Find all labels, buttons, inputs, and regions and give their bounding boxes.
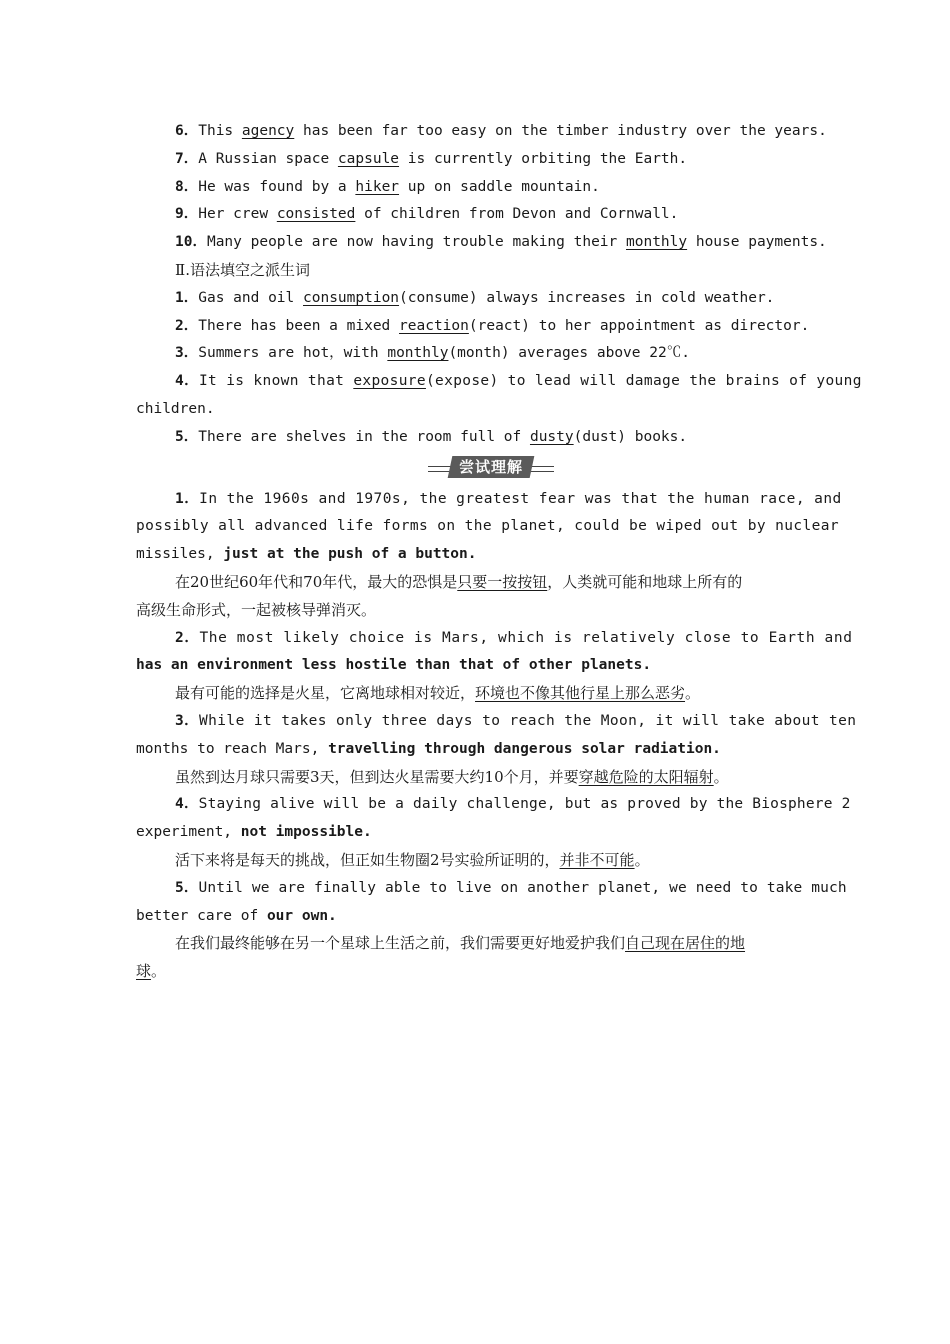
understanding-item-3: 3．While it takes only three days to reach the Moon, it will take about ten (175, 712, 857, 729)
key-phrase: travelling through dangerous solar radiation. (328, 740, 721, 757)
translation-1-line2: 高级生命形式，一起被核导弹消灭。 (136, 600, 377, 619)
understanding-item-1-line2: possibly all advanced life forms on the planet, could be wiped out by nuclear (136, 518, 839, 535)
answer-word: dusty (529, 428, 574, 445)
vocab-item-6: 6．This agency has been far too easy on the timber industry over the years. (175, 123, 827, 139)
answer-word: capsule (337, 150, 400, 167)
understanding-item-2-line2 (136, 652, 816, 680)
answer-word: consumption (303, 289, 400, 306)
key-phrase: has an environment less hostile than that of other planets. (136, 657, 652, 674)
key-translation: 环境也不像其他行星上那么恶劣 (475, 684, 686, 703)
key-phrase: just at the push of a button. (223, 546, 477, 563)
understanding-item-1-line3: missiles, just at the push of a button. (136, 546, 477, 563)
understanding-item-4-line2: experiment, not impossible. (136, 824, 372, 841)
understanding-section (136, 486, 857, 986)
key-translation: 并非不可能 (559, 850, 635, 869)
answer-word: consisted (276, 206, 356, 223)
section-title: 尝试理解 (458, 457, 523, 476)
understanding-item-1: 1．In the 1960s and 1970s, the greatest fear was that the human race, and (175, 490, 842, 507)
vocab-section (136, 118, 827, 257)
understanding-item-2: 2．The most likely choice is Mars, which is relatively close to Earth and (175, 629, 853, 646)
grammar-item-4: 4．It is known that exposure(expose) to lead will damage the brains of young (175, 373, 862, 390)
translation-1: 在20世纪60年代和70年代，最大的恐惧是只要一按按钮，人类就可能和地球上所有的 (175, 572, 743, 591)
grammar-item-5: 5．There are shelves in the room full of dusty(dust) books. (175, 428, 688, 445)
document-page (136, 118, 862, 986)
answer-word: reaction (399, 317, 469, 334)
translation-2: 最有可能的选择是火星，它离地球相对较近，环境也不像其他行星上那么恶劣。 (175, 684, 701, 703)
key-translation: 自己现在居住的地 (625, 934, 746, 953)
section-banner (136, 454, 816, 484)
answer-word: monthly (387, 345, 449, 362)
vocab-item-8: 8．He was found by a hiker up on saddle mountain. (175, 178, 600, 195)
grammar-item-1: 1．Gas and oil consumption(consume) always increases in cold weather. (175, 289, 775, 306)
translation-5: 在我们最终能够在另一个星球上生活之前，我们需要更好地爱护我们自己现在居住的地 (175, 934, 746, 953)
answer-word: monthly (626, 234, 688, 251)
key-phrase: our own. (266, 907, 337, 924)
vocab-item-9: 9．Her crew consisted of children from Devon and Cornwall. (175, 206, 679, 223)
understanding-item-5-line2: better care of our own. (136, 907, 337, 924)
grammar-section (136, 257, 862, 452)
vocab-item-7: 7．A Russian space capsule is currently orbiting the Earth. (175, 150, 688, 167)
grammar-item-2: 2．There has been a mixed reaction(react) to her appointment as director. (175, 317, 810, 334)
understanding-item-3-line2: months to reach Mars, travelling through dangerous solar radiation. (136, 740, 721, 757)
grammar-item-3: 3．Summers are hot，with monthly(month) averages above 22℃. (175, 345, 690, 362)
grammar-item-4-cont: children. (136, 400, 215, 417)
key-translation: 只要一按按钮 (457, 572, 548, 591)
key-translation: 穿越危险的太阳辐射 (578, 767, 714, 786)
vocab-item-10: 10．Many people are now having trouble making their monthly house payments. (175, 234, 827, 251)
answer-word: agency (241, 123, 295, 139)
understanding-item-5: 5．Until we are finally able to live on another planet, we need to take much (175, 879, 847, 896)
key-phrase: not impossible. (240, 824, 372, 841)
translation-3: 虽然到达月球只需要3天，但到达火星需要大约10个月，并要穿越危险的太阳辐射。 (175, 767, 729, 786)
translation-5-line2: 球。 (136, 962, 167, 981)
translation-4: 活下来将是每天的挑战，但正如生物圈2号实验所证明的，并非不可能。 (175, 850, 650, 869)
answer-word: hiker (355, 178, 400, 195)
understanding-item-4: 4．Staying alive will be a daily challenge, but as proved by the Biosphere 2 (175, 796, 851, 813)
grammar-heading: Ⅱ.语法填空之派生词 (175, 260, 310, 279)
answer-word: exposure (353, 373, 426, 390)
key-translation: 球 (136, 962, 152, 981)
